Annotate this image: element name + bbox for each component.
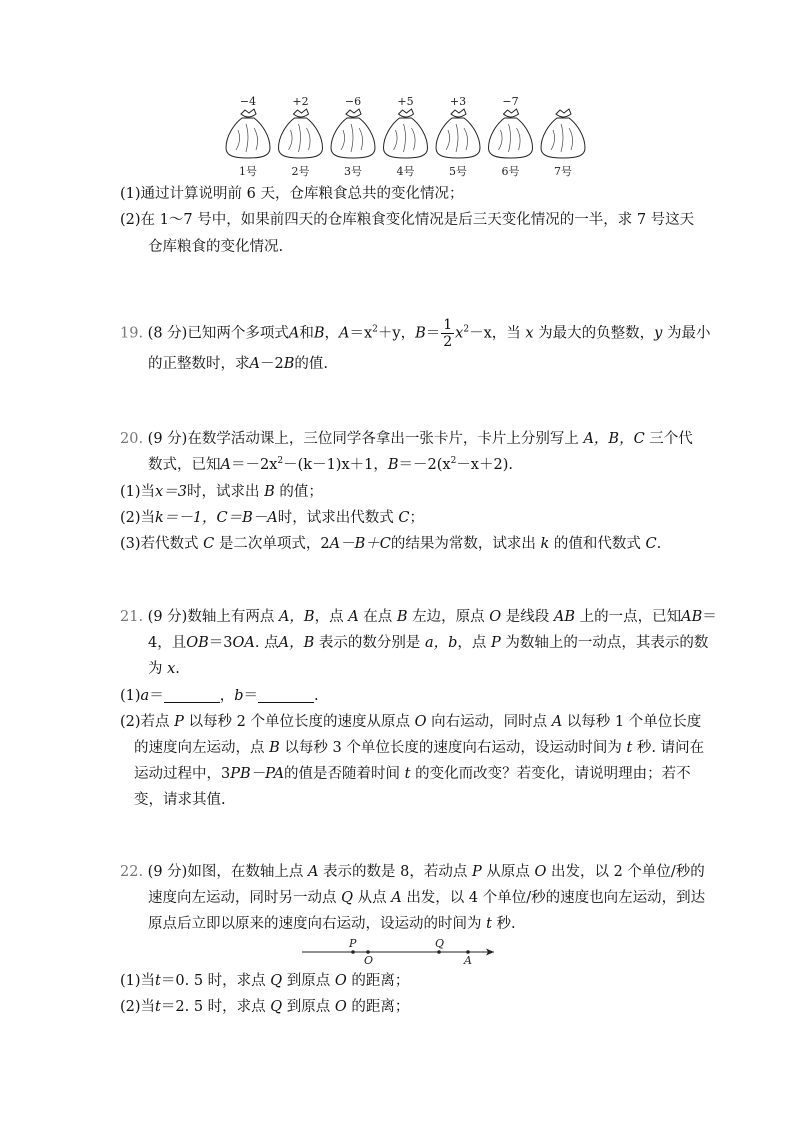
bag-tie-icon	[451, 109, 466, 117]
question-number: 20.	[120, 431, 144, 447]
question-number: 22.	[120, 864, 144, 880]
q22-part2: (2)当t＝2. 5 时，求点 Q 到原点 O 的距离；	[120, 999, 410, 1015]
q21-line2: 4，且OB＝3OA. 点A，B 表示的数分别是 a，b，点 P 为数轴上的一动点，其表示的数	[148, 635, 709, 651]
q22-part1: (1)当t＝0. 5 时，求点 Q 到原点 O 的距离；	[120, 973, 410, 989]
label-q: Q	[435, 937, 445, 950]
grain-bags-figure	[220, 92, 590, 182]
label-o: O	[364, 954, 374, 966]
bag-number-label: 2号	[291, 165, 310, 178]
grain-bag-7	[541, 109, 585, 178]
grain-bag-5	[436, 95, 480, 178]
bag-number-label: 1号	[239, 165, 257, 178]
bag-number-label: 3号	[344, 165, 362, 178]
bag-fold-lines	[289, 124, 311, 152]
bag-change-value: −6	[344, 95, 362, 108]
grain-bag-2	[279, 95, 323, 178]
label-p: P	[349, 937, 357, 950]
question-number: 19.	[120, 325, 144, 342]
q18-part1: (1)通过计算说明前 6 天，仓库粮食总共的变化情况；	[120, 186, 464, 202]
bag-tie-icon	[556, 109, 571, 117]
q20-line2: 数式，已知$A=-2x^2-(k-1)x+1$，$B=-2(x^2-x+2)$.	[148, 456, 513, 473]
grain-bag-6	[489, 95, 533, 178]
bag-tie-icon	[399, 109, 414, 117]
q21-part2-line3: 运动过程中，3PB－PA的值是否随着时间 t 的变化而改变？若变化，请说明理由；若不	[134, 766, 691, 782]
number-line-figure	[296, 936, 506, 966]
bag-fold-lines	[236, 124, 258, 152]
question-number: 21.	[120, 609, 144, 625]
q19-line1: 19. (8 分)已知两个多项式A和B，$A=x^2+y$，B＝ $\frac{1}{2}$ $x^2-x$，当 x 为最大的负整数，y 为最小	[120, 317, 711, 350]
q21-part1: (1)a＝ ，b＝ .	[120, 688, 319, 704]
q20-line1: 20. (9 分)在数学活动课上，三位同学各拿出一张卡片，卡片上分别写上 A，B，C 三个代	[120, 431, 693, 447]
bag-fold-lines	[551, 124, 573, 152]
bag-change-value: +5	[397, 95, 414, 108]
grain-bag-3	[331, 95, 375, 178]
bag-fold-lines	[446, 124, 468, 152]
q19-line2: 的正整数时，求A－2B的值.	[148, 356, 328, 372]
grain-bag-4	[384, 95, 428, 178]
q21-line1: 21. (9 分)数轴上有两点 A，B，点 A 在点 B 左边，原点 O 是线段 AB 上的一点，已知AB＝	[120, 609, 717, 625]
bag-number-label: 6号	[501, 165, 520, 178]
q20-part2: (2)当k＝－1，C＝B－A时，试求出代数式 C；	[120, 510, 424, 526]
q20-part1: (1)当x＝3时，试求出 B 的值；	[120, 484, 323, 500]
q22-line1: 22. (9 分)如图，在数轴上点 A 表示的数是 8，若动点 P 从原点 O 出发，以 2 个单位/秒的	[120, 864, 705, 880]
bag-change-value: +2	[292, 95, 309, 108]
bag-change-value: −7	[502, 95, 519, 108]
bag-tie-icon	[504, 109, 519, 117]
q21-part2-line2: 的速度向左运动，点 B 以每秒 3 个单位长度的速度向右运动，设运动时间为 t 秒. 请问在	[134, 740, 705, 756]
bag-change-value: −4	[239, 95, 257, 108]
point-p-dot	[351, 950, 355, 954]
bag-number-label: 5号	[449, 165, 467, 178]
point-q-dot	[437, 950, 441, 954]
bag-number-label: 7号	[554, 165, 572, 178]
q21-part2-line4: 变，请求其值.	[134, 792, 226, 808]
bag-number-label: 4号	[396, 165, 415, 178]
q18-part2-line2: 仓库粮食的变化情况.	[148, 239, 284, 255]
q22-line2: 速度向左运动，同时另一动点 Q 从点 A 出发，以 4 个单位/秒的速度也向左运动，到达	[148, 890, 706, 906]
bag-tie-icon	[346, 109, 361, 117]
label-a: A	[464, 954, 472, 966]
q22-line3: 原点后立即以原来的速度向右运动，设运动的时间为 t 秒.	[148, 916, 516, 932]
q20-part3: (3)若代数式 C 是二次单项式，2A－B＋C的结果为常数，试求出 k 的值和代数式 C.	[120, 536, 662, 552]
q21-line3: 为 x.	[148, 661, 180, 677]
q21-part2-line1: (2)若点 P 以每秒 2 个单位长度的速度从原点 O 向右运动，同时点 A 以每秒 1 个单位长度	[120, 714, 702, 730]
bag-tie-icon	[294, 109, 309, 117]
answer-blank-a[interactable]	[164, 688, 220, 703]
answer-blank-b[interactable]	[258, 688, 314, 703]
bag-fold-lines	[499, 124, 521, 152]
q18-part2-line1: (2)在 1～7 号中，如果前四天的仓库粮食变化情况是后三天变化情况的一半，求 7 号这天	[120, 212, 695, 228]
grain-bag-1	[226, 95, 270, 178]
bag-fold-lines	[394, 124, 416, 152]
bag-change-value: +3	[449, 95, 467, 108]
fraction-one-half: $\frac{1}{2}$	[443, 317, 453, 350]
bag-tie-icon	[241, 109, 256, 117]
bag-fold-lines	[341, 124, 363, 152]
